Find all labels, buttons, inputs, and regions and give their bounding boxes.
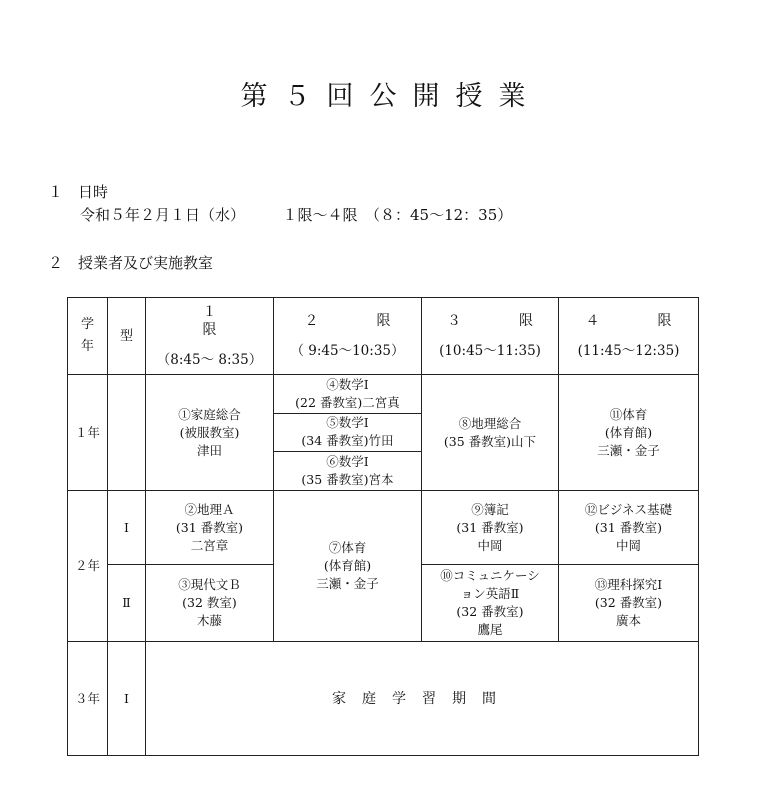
grade3-row xyxy=(68,642,699,756)
table-header-row xyxy=(68,298,699,375)
grade1-type xyxy=(108,375,146,491)
grade2-label: ２年 xyxy=(68,491,108,642)
grade2-type2: Ⅱ xyxy=(108,565,146,642)
grade2-type1: Ⅰ xyxy=(108,491,146,565)
grade2-type2-period1: ③現代文Ｂ (32 教室) 木藤 xyxy=(146,565,274,642)
grade2-type1-period1: ②地理Ａ (31 番教室) 二宮章 xyxy=(146,491,274,565)
grade1-period1: ①家庭総合 (被服教室) 津田 xyxy=(146,375,274,491)
header-grade: 学年 xyxy=(68,298,108,375)
grade3-type: Ⅰ xyxy=(108,642,146,756)
grade2-period2: ⑦体育 (体育館) 三瀬・金子 xyxy=(274,491,422,642)
grade2-type1-period3: ⑨簿記 (31 番教室) 中岡 xyxy=(422,491,559,565)
grade1-period4: ⑪体育 (体育館) 三瀬・金子 xyxy=(559,375,699,491)
date-line: 令和５年２月１日（水） １限～４限 （８：45～12：35） xyxy=(80,206,513,224)
header-period-1: １ 限 （8:45～ 8:35） xyxy=(146,298,274,375)
grade1-period3: ⑧地理総合 (35 番教室)山下 xyxy=(422,375,559,491)
grade3-content: 家庭学習期間 xyxy=(146,642,699,756)
header-period-3: ３ 限 (10:45～11:35) xyxy=(422,298,559,375)
grade1-label: １年 xyxy=(68,375,108,491)
grade1-period2-stack: ④数学Ⅰ (22 番教室)二宮真 ⑤数学Ⅰ (34 番教室)竹田 ⑥数学Ⅰ (35 番教室)宮本 xyxy=(274,375,421,490)
grade1-period2 xyxy=(274,375,422,491)
header-period-4: ４ 限 (11:45～12:35) xyxy=(559,298,699,375)
section1-heading: １ 日時 xyxy=(48,183,109,201)
header-period-2: ２ 限 （ 9:45～10:35） xyxy=(274,298,422,375)
page-title: 第５回公開授業 xyxy=(240,81,542,112)
header-type: 型 xyxy=(108,298,146,375)
schedule-table xyxy=(67,297,699,756)
grade2-type1-period4: ⑫ビジネス基礎 (31 番教室) 中岡 xyxy=(559,491,699,565)
grade2-type2-period4: ⑬理科探究Ⅰ (32 番教室) 廣本 xyxy=(559,565,699,642)
grade3-label: ３年 xyxy=(68,642,108,756)
grade1-row xyxy=(68,375,699,491)
grade2-type1-row xyxy=(68,491,699,565)
section2-heading: ２ 授業者及び実施教室 xyxy=(48,254,214,272)
grade2-type2-period3: ⑩コミュニケーシ ョン英語Ⅱ (32 番教室) 鷹尾 xyxy=(422,565,559,642)
